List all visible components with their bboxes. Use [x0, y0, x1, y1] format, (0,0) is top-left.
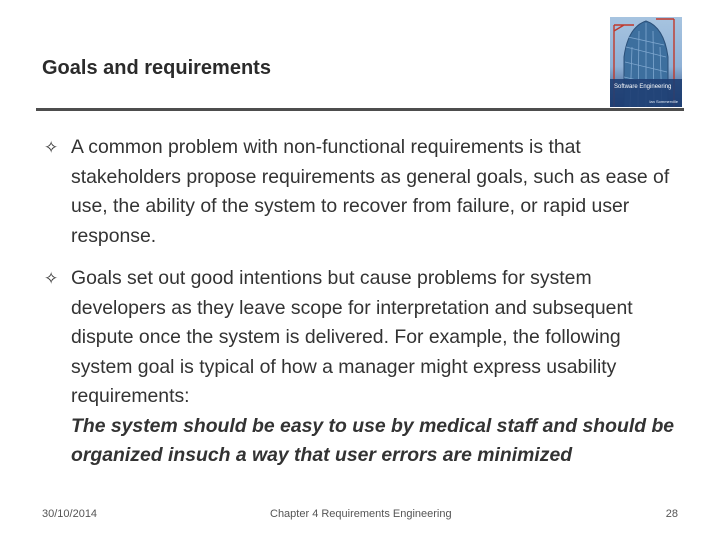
slide-title: Goals and requirements [42, 57, 271, 79]
four-point-star-icon: ✧ [44, 269, 59, 288]
book-cover-title: Software Engineering [614, 84, 672, 90]
book-cover-author: Ian Sommerville [649, 99, 678, 104]
goal-example-quote: The system should be easy to use by medical staff and should be organized insuch a way that user errors are minimized [71, 414, 675, 466]
bullet-item [44, 133, 684, 251]
book-cover-image [610, 17, 682, 107]
footer-chapter: Chapter 4 Requirements Engineering [270, 508, 452, 520]
building-illustration [610, 17, 682, 107]
four-point-star-icon: ✧ [44, 138, 59, 157]
title-divider [36, 108, 684, 111]
footer-date: 30/10/2014 [42, 508, 98, 520]
bullet-text: A common problem with non-functional requirements is that stakeholders propose requirements as general goals, such as ease of use, the ability of the system to recover from failure, or rapid user response. [71, 136, 670, 247]
bullet-item [44, 264, 684, 471]
footer-page-number: 28 [665, 508, 678, 520]
bullet-text: Goals set out good intentions but cause problems for system developers as they leave scope for interpretation and subsequent dispute once the system is delivered. For example, the following system goal is typical of how a manager might express usability requirements: [71, 267, 633, 407]
bullet-list [44, 133, 684, 484]
